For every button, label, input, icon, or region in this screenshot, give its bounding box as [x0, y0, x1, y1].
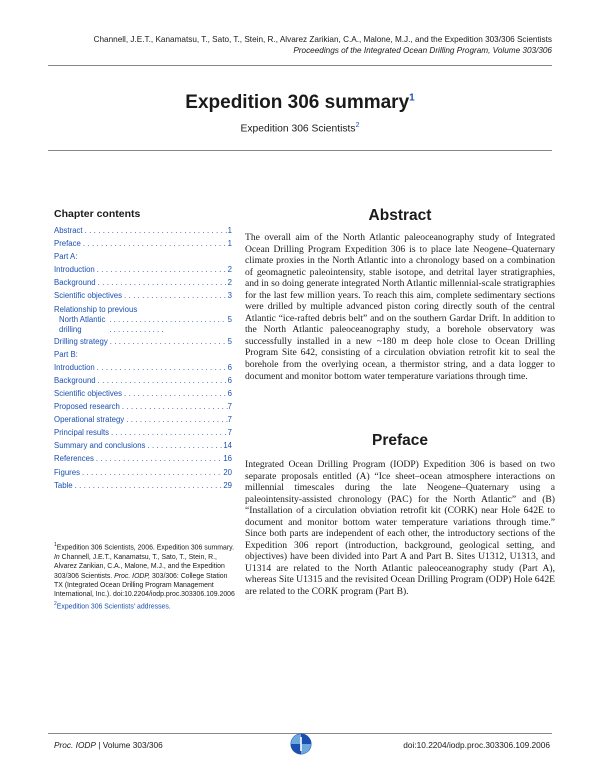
toc-page: 16	[223, 454, 232, 464]
subtitle-footnote-ref[interactable]: 2	[355, 122, 360, 129]
toc-item-principal-results[interactable]	[54, 426, 232, 439]
toc-item-preface[interactable]	[54, 237, 232, 250]
toc-page: 6	[227, 362, 232, 372]
toc-label: Scientific objectives	[54, 291, 123, 301]
toc-label: Preface	[54, 239, 81, 249]
toc-page: 7	[227, 428, 232, 438]
toc-page: 20	[223, 467, 232, 477]
preface-body	[245, 459, 555, 598]
top-rule	[48, 65, 552, 66]
toc-page: 5	[227, 336, 232, 346]
toc-label: Scientific objectives	[54, 388, 123, 398]
toc-page: 7	[227, 415, 232, 425]
authors-line	[0, 122, 600, 134]
toc-page: 2	[227, 278, 232, 288]
toc-item-abstract[interactable]	[54, 224, 232, 237]
toc-label: Background	[54, 278, 96, 288]
toc-label: Proposed research	[54, 402, 120, 412]
abstract-heading: Abstract	[368, 207, 432, 224]
header-proceedings: Proceedings of the Integrated Ocean Drilling Program, Volume 303/306	[293, 46, 552, 55]
footnote-1: $^1$Expedition 306 Scientists, 2006. Expedition 306 summary. In Channell, J.E.T., Kanamatsu, T., Sato, T., Stein, R., Alvarez Zarikian, C.A., Malone, M.J., and the Expedition 303/306 Scientists. Proc. IODP, 303/306: College Station TX (Integrated Ocean Drilling Program Management International, Inc.). doi:10.2204/iodp.proc.303306.109.2006	[54, 542, 235, 599]
toc-part-a: Part A:	[54, 252, 78, 262]
toc-label: References	[54, 454, 94, 464]
page-title	[0, 92, 600, 114]
toc-label: Introduction	[54, 362, 95, 372]
toc-label: Abstract	[54, 226, 83, 235]
toc-item-b-introduction[interactable]	[54, 361, 232, 374]
toc-page: 14	[223, 441, 232, 451]
title-rule	[48, 150, 552, 151]
toc-label: Relationship to previous	[54, 304, 138, 314]
footnotes	[54, 541, 236, 611]
running-header	[0, 34, 552, 56]
toc-label: North Atlantic drilling	[59, 314, 106, 334]
toc-item-a-introduction[interactable]	[54, 263, 232, 276]
toc-item-a-objectives[interactable]	[54, 289, 232, 302]
toc-label: Background	[54, 375, 96, 385]
toc-page: 6	[227, 375, 232, 385]
preface-heading: Preface	[371, 432, 428, 449]
footnote-2: $^2$Expedition 306 Scientists' addresses.	[54, 600, 171, 611]
toc-label: Drilling strategy	[54, 336, 108, 346]
footer-doi[interactable]: doi:10.2204/iodp.proc.303306.109.2006	[403, 740, 550, 750]
abstract-paragraph: The overall aim of the North Atlantic paleoceanography study of Integrated Ocean Drilling Program Expedition 306 is to place late Neogene–Quaternary climate proxies in the North Atlantic into a chronology based on a combination of geomagnetic paleointensity, stable isotope, and detrital layer stratigraphies, and in so doing generate integrated North Atlantic millennial-scale stratigraphies for the last few million years. To reach this aim, complete sedimentary sections were drilled by multiple advanced piston coring directly south of the central Atlantic “ice-rafted debris belt” and on the southern Gardar Drift. In addition to the North Atlantic paleoceanography study, a borehole observatory was successfully installed in a new ~180 m deep hole close to Ocean Drilling Program Site 642, consisting of a circulation obviation retrofit kit to seal the borehole from the overlying ocean, a thermistor string, and a data logger to document and monitor bottom water temperature variations through time.	[245, 232, 555, 382]
toc-page: 29	[223, 480, 232, 490]
title-footnote-ref[interactable]: 1	[409, 92, 415, 104]
toc-label: Summary and conclusions	[54, 441, 146, 451]
toc-item-table[interactable]	[54, 479, 232, 492]
toc-item-a-background[interactable]	[54, 276, 232, 289]
subtitle-text: Expedition 306 Scientists	[240, 123, 356, 135]
toc-page: 6	[227, 388, 232, 398]
toc-item-summary[interactable]	[54, 439, 232, 452]
toc-label: Table	[54, 480, 73, 490]
toc-page: 2	[227, 265, 232, 275]
abstract-body	[245, 232, 555, 382]
header-authors: Channell, J.E.T., Kanamatsu, T., Sato, T., Stein, R., Alvarez Zarikian, C.A., Malone, M.J., and the Expedition 303/306 Scientists	[93, 35, 552, 44]
toc-item-operational-strategy[interactable]	[54, 413, 232, 426]
title-text: Expedition 306 summary	[185, 92, 410, 113]
toc-page: 1	[227, 226, 232, 235]
toc-heading: Chapter contents	[54, 208, 141, 220]
toc-item-references[interactable]	[54, 452, 232, 465]
preface-paragraph: Integrated Ocean Drilling Program (IODP) Expedition 306 is based on two separate proposals entitled (A) “Ice sheet–ocean atmosphere interactions on millennial timescales during the late Neogene–Quaternary using a paleointensity-assisted chronology (PAC) for the North Atlantic” and (B) “Installation of a circulation obviation retrofit kit (CORK) near Hole 642E to document and monitor bottom water temperature variations through time.” Since both parts are independent of each other, the introductory sections of the Expedition 306 report (introduction, background, geological setting, and objectives) have been divided into Part A and Part B. Sites U1312, U1313, and U1314 are related to the North Atlantic paleoceanography study (Part A), whereas Site U1315 and the revisited Ocean Drilling Program (ODP) Hole 642E are related to the CORK program (Part B).	[245, 459, 555, 598]
toc-label: Figures	[54, 467, 80, 477]
toc-page: 7	[227, 402, 232, 412]
toc-item-b-objectives[interactable]	[54, 387, 232, 400]
toc-page: 1	[227, 239, 232, 249]
toc-label: Principal results	[54, 428, 110, 438]
toc-page: 5	[227, 314, 232, 324]
chapter-contents	[54, 208, 232, 492]
toc-item-figures[interactable]	[54, 466, 232, 479]
iodp-logo-icon	[290, 733, 312, 755]
footer-journal: Proc. IODP | Volume 303/306	[54, 740, 163, 750]
toc-item-proposed-research[interactable]	[54, 400, 232, 413]
addresses-link[interactable]: Expedition 306 Scientists' addresses.	[56, 603, 171, 611]
toc-item-b-background[interactable]	[54, 374, 232, 387]
toc-label: Operational strategy	[54, 415, 125, 425]
toc-part-b: Part B:	[54, 349, 78, 359]
toc-item-relationship[interactable]	[54, 303, 232, 335]
toc-page: 3	[227, 291, 232, 301]
toc-label: Introduction	[54, 265, 95, 275]
toc-item-drilling-strategy[interactable]	[54, 335, 232, 348]
